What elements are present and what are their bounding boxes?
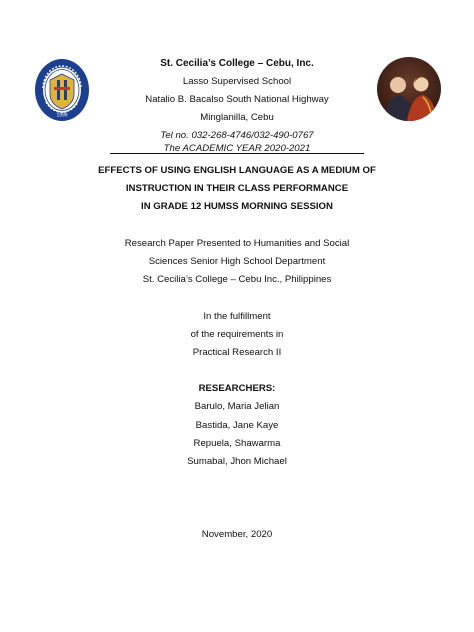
submission-date: November, 2020: [201, 529, 273, 540]
fulfillment-line-1: In the fulfillment: [203, 311, 271, 322]
city-line: Minglanilla, Cebu: [200, 112, 274, 123]
svg-text:1999: 1999: [56, 112, 68, 119]
school-name: Lasso Supervised School: [182, 76, 292, 87]
researcher-name: Barulo, Maria Jelian: [194, 401, 280, 412]
institution-name: St. Cecilia’s College – Cebu, Inc.: [160, 58, 314, 69]
presented-line-3: St. Cecilia’s College – Cebu Inc., Philippines: [142, 274, 332, 285]
fulfillment-line-3: Practical Research II: [192, 347, 282, 358]
presented-line-1: Research Paper Presented to Humanities and Social: [124, 238, 350, 249]
researcher-name: Bastida, Jane Kaye: [195, 420, 279, 431]
header-divider: [110, 153, 364, 154]
title-line-1: EFFECTS OF USING ENGLISH LANGUAGE AS A MEDIUM OF: [98, 165, 376, 176]
title-line-3: IN GRADE 12 HUMSS MORNING SESSION: [141, 201, 333, 212]
researcher-name: Sumabal, Jhon Michael: [187, 456, 287, 467]
fulfillment-line-2: of the requirements in: [190, 329, 284, 340]
researchers-heading: RESEARCHERS:: [198, 383, 276, 394]
title-line-2: INSTRUCTION IN THEIR CLASS PERFORMANCE: [125, 183, 349, 194]
address-line: Natalio B. Bacalso South National Highway: [145, 94, 329, 105]
academic-year: The ACADEMIC YEAR 2020-2021: [163, 143, 311, 154]
researcher-name: Repuela, Shawarma: [193, 438, 281, 449]
telephone-line: Tel no. 032-268-4746/032-490-0767: [160, 130, 314, 141]
presented-line-2: Sciences Senior High School Department: [148, 256, 326, 267]
